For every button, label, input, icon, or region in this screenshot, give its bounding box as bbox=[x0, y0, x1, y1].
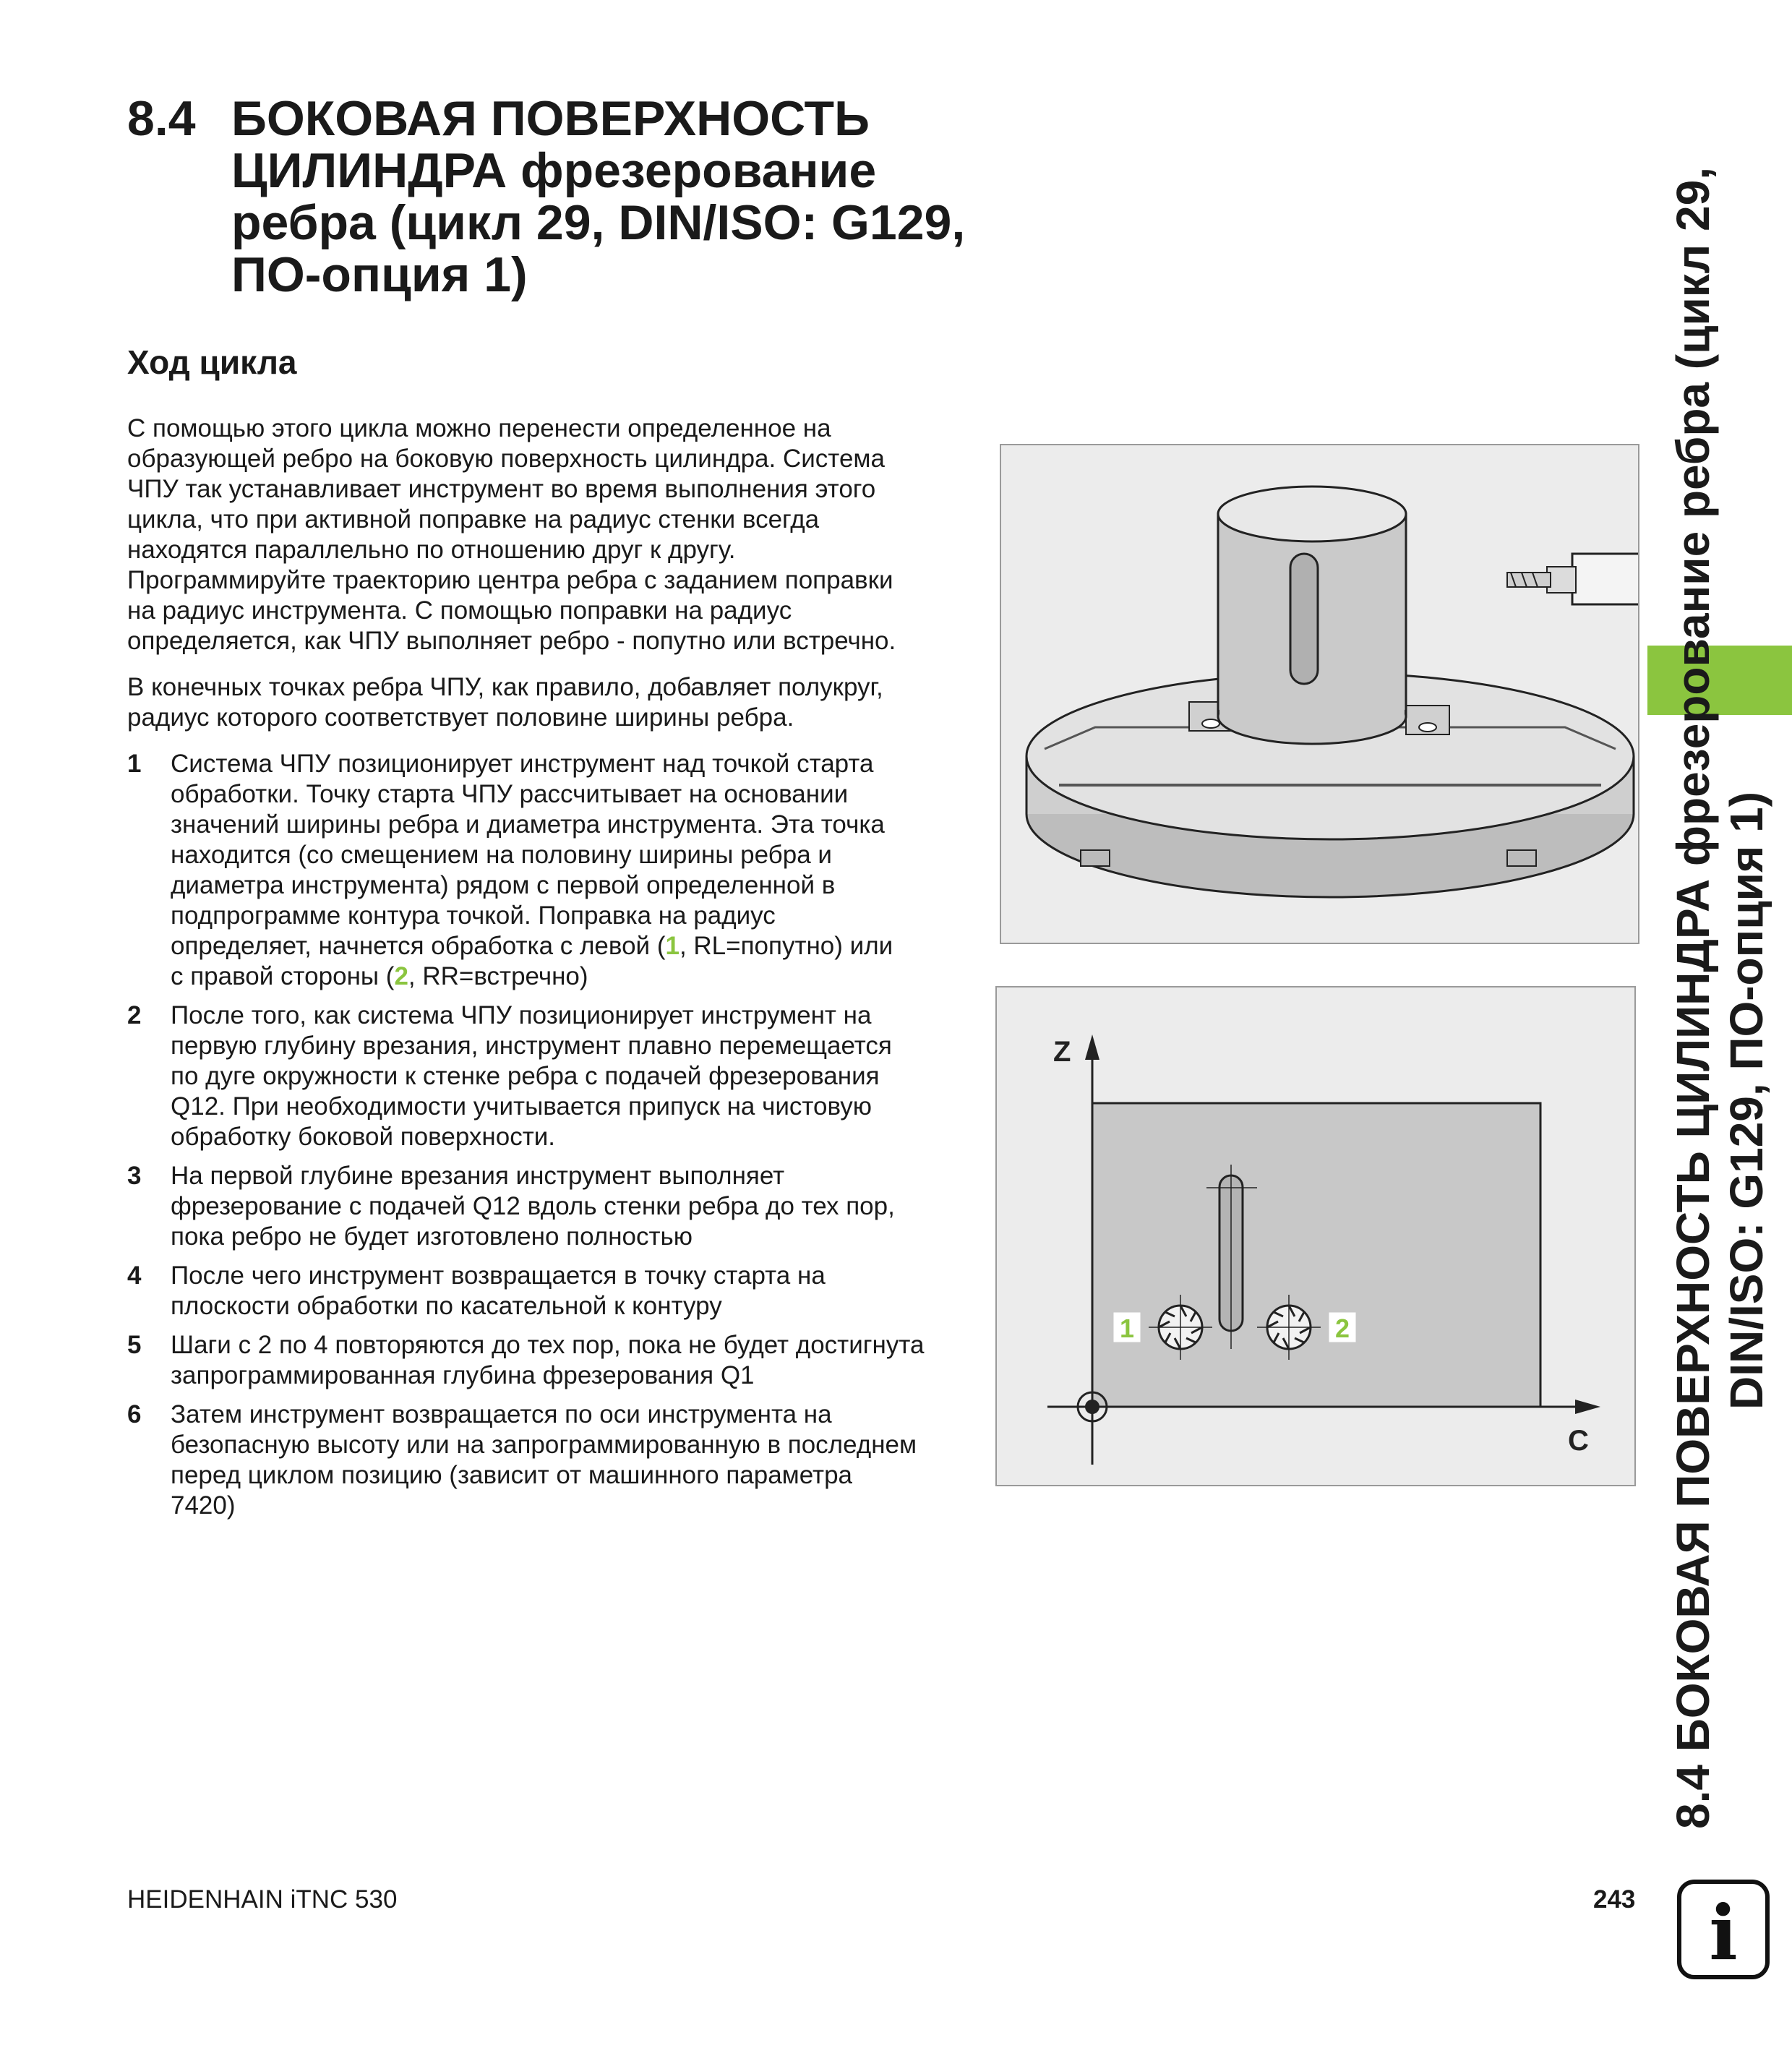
step-line: обработки. Точку старта ЧПУ рассчитывает на основании bbox=[171, 780, 849, 808]
step-item bbox=[127, 1400, 959, 1521]
subheading: Ход цикла bbox=[127, 343, 297, 381]
axis-z-label: Z bbox=[1053, 1036, 1071, 1068]
step-text: определяет, начнется обработка с левой ( bbox=[171, 932, 666, 960]
step-item bbox=[127, 1001, 959, 1152]
paragraph-line: находятся параллельно по отношению друг к другу. bbox=[127, 536, 736, 564]
step-line: первую глубину врезания, инструмент плавно перемещается bbox=[171, 1032, 892, 1060]
step-line: обработку боковой поверхности. bbox=[171, 1123, 556, 1151]
info-glyph: i bbox=[1709, 1888, 1738, 1975]
step-line: После того, как система ЧПУ позиционирует инструмент на bbox=[171, 1001, 872, 1029]
marker-ref-1: 1 bbox=[665, 932, 679, 960]
side-title-line: 8.4 БОКОВАЯ ПОВЕРХНОСТЬ ЦИЛИНДРА фрезерование ребра (цикл 29, bbox=[1667, 166, 1719, 1829]
step-line: значений ширины ребра и диаметра инструмента. Эта точка bbox=[171, 810, 885, 839]
step-item bbox=[127, 1261, 959, 1321]
step-number: 6 bbox=[127, 1400, 142, 1428]
paragraph-line: цикла, что при активной поправке на радиус стенки всегда bbox=[127, 505, 820, 534]
step-line: Затем инструмент возвращается по оси инструмента на bbox=[171, 1400, 832, 1428]
side-title-line: DIN/ISO: G129, ПО-опция 1) bbox=[1720, 791, 1772, 1410]
step-item bbox=[127, 1330, 959, 1391]
step-line: находится (со смещением на половину ширины ребра и bbox=[171, 841, 832, 869]
step-line: После чего инструмент возвращается в точку старта на bbox=[171, 1261, 826, 1290]
footer-product: HEIDENHAIN iTNC 530 bbox=[127, 1885, 398, 1914]
step-item bbox=[127, 1161, 959, 1252]
marker-ref-2: 2 bbox=[394, 962, 408, 990]
step-number: 2 bbox=[127, 1001, 142, 1029]
step-line: по дуге окружности к стенке ребра с подачей фрезерования bbox=[171, 1062, 880, 1090]
paragraph-line: радиус которого соответствует половине ширины ребра. bbox=[127, 703, 794, 732]
info-icon bbox=[1677, 1880, 1770, 1979]
rotary-table-drawing bbox=[1001, 445, 1638, 943]
step-item bbox=[127, 749, 959, 992]
developed-surface bbox=[1092, 1103, 1540, 1407]
paragraph-line: на радиус инструмента. С помощью поправки на радиус bbox=[127, 596, 792, 625]
step-number: 1 bbox=[127, 750, 142, 778]
step-line: подпрограмме контура точкой. Поправка на радиус bbox=[171, 901, 776, 930]
step-number: 4 bbox=[127, 1261, 142, 1290]
step-text: , RR=встречно) bbox=[408, 962, 588, 990]
cylinder-illustration bbox=[1000, 444, 1639, 944]
step-text: , RL=попутно) или bbox=[679, 932, 893, 960]
zc-diagram-drawing bbox=[997, 987, 1634, 1485]
paragraph-line: образующей ребро на боковую поверхность цилиндра. Система bbox=[127, 445, 885, 473]
section-title-line: ЦИЛИНДРА фрезерование bbox=[231, 143, 877, 198]
step-number: 5 bbox=[127, 1331, 142, 1359]
step-line: 7420) bbox=[171, 1491, 236, 1520]
page-number: 243 bbox=[1593, 1885, 1636, 1914]
paragraph-line: С помощью этого цикла можно перенести определенное на bbox=[127, 414, 831, 442]
section-title-line: ребра (цикл 29, DIN/ISO: G129, bbox=[231, 195, 966, 250]
paragraph-line: определяется, как ЧПУ выполняет ребро - попутно или встречно. bbox=[127, 627, 896, 655]
section-title bbox=[231, 93, 1026, 301]
step-line bbox=[171, 961, 959, 992]
info-glyph-drawing bbox=[1681, 1884, 1765, 1975]
axis-c-label: C bbox=[1568, 1425, 1589, 1457]
step-line: пока ребро не будет изготовлено полностью bbox=[171, 1222, 693, 1251]
step-line: Система ЧПУ позиционирует инструмент над точкой старта bbox=[171, 750, 874, 778]
paragraph-line: Программируйте траекторию центра ребра с заданием поправки bbox=[127, 566, 893, 594]
step-line: безопасную высоту или на запрограммированную в последнем bbox=[171, 1431, 917, 1459]
paragraph-line: ЧПУ так устанавливает инструмент во время выполнения этого bbox=[127, 475, 876, 503]
marker-2: 2 bbox=[1335, 1314, 1350, 1343]
step-line: перед циклом позицию (зависит от машинного параметра bbox=[171, 1461, 853, 1489]
step-line: фрезерование с подачей Q12 вдоль стенки ребра до тех пор, bbox=[171, 1192, 895, 1220]
step-line: Q12. При необходимости учитывается припуск на чистовую bbox=[171, 1092, 873, 1121]
section-number: 8.4 bbox=[127, 91, 196, 146]
step-line bbox=[171, 931, 959, 961]
step-line: На первой глубине врезания инструмент выполняет bbox=[171, 1162, 785, 1190]
paragraph-2 bbox=[127, 672, 959, 733]
step-line: диаметра инструмента) рядом с первой определенной в bbox=[171, 871, 836, 899]
marker-1: 1 bbox=[1120, 1314, 1135, 1343]
side-running-title bbox=[1666, 167, 1773, 1829]
section-title-line: ПО-опция 1) bbox=[231, 247, 528, 302]
paragraph-1 bbox=[127, 414, 959, 656]
step-line: запрограммированная глубина фрезерования Q1 bbox=[171, 1361, 755, 1389]
section-title-line: БОКОВАЯ ПОВЕРХНОСТЬ bbox=[231, 91, 870, 146]
step-text: с правой стороны ( bbox=[171, 962, 395, 990]
paragraph-line: В конечных точках ребра ЧПУ, как правило, добавляет полукруг, bbox=[127, 673, 883, 701]
step-line: Шаги с 2 по 4 повторяются до тех пор, пока не будет достигнута bbox=[171, 1331, 925, 1359]
zc-diagram bbox=[995, 986, 1636, 1486]
step-number: 3 bbox=[127, 1162, 142, 1190]
steps-list bbox=[127, 749, 959, 1530]
step-line: плоскости обработки по касательной к контуру bbox=[171, 1292, 722, 1320]
